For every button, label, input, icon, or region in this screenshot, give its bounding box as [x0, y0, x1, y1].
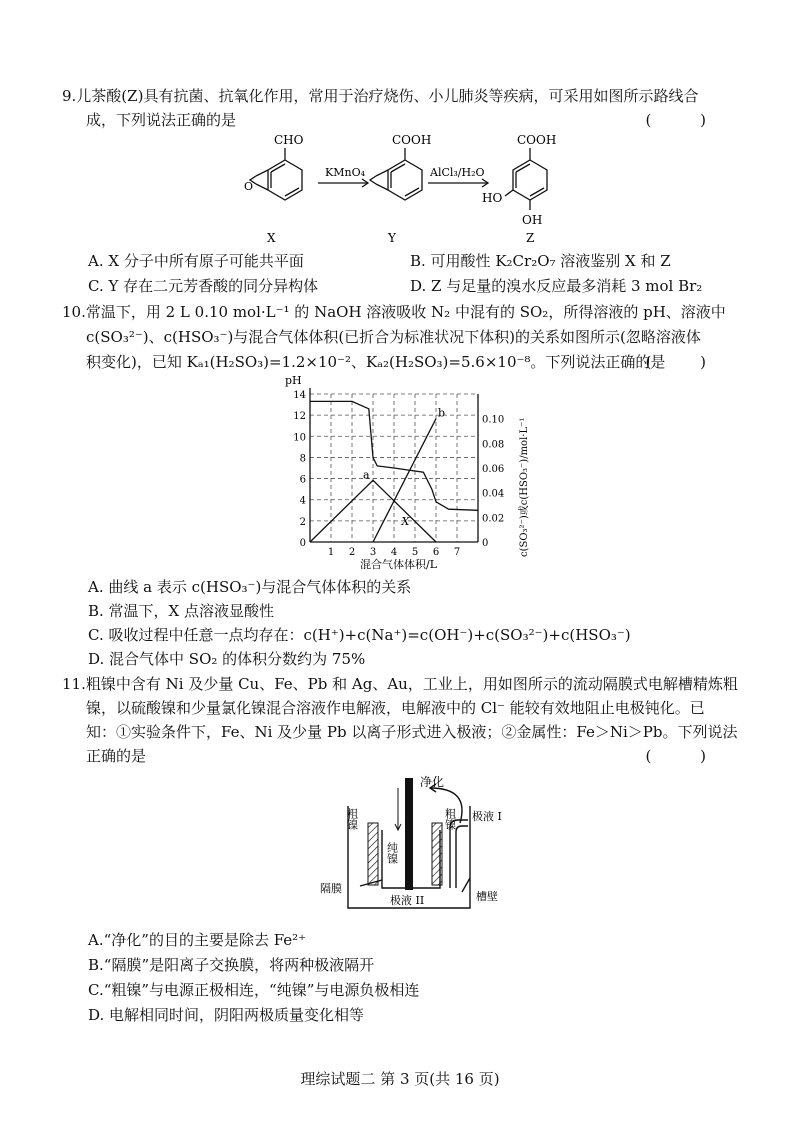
q11-option-c: C.“粗镍”与电源正极相连，“纯镍”与电源负极相连	[88, 981, 420, 999]
q11-option-a: A.“净化”的目的主要是除去 Fe²⁺	[88, 931, 307, 949]
q9-stem-line1: 9.儿茶酸(Z)具有抗菌、抗氧化作用，常用于治疗烧伤、小儿肺炎等疾病，可采用如图所示路线合	[62, 87, 699, 105]
y-cooh-group: COOH	[392, 133, 432, 147]
ph-tick-label: 14	[293, 390, 306, 401]
q11-stem-line3: 知：①实验条件下，Fe、Ni 及少量 Pb 以离子形式进入极液；②金属性：Fe＞Ni＞Pb。下列说法	[86, 723, 738, 741]
crude-nickel-left-label: 粗镍	[345, 808, 359, 830]
ph-tick-label: 12	[293, 411, 306, 423]
q9-synthesis-scheme	[230, 130, 580, 250]
volume-tick-label: 2	[348, 547, 356, 558]
x-cho-group: CHO	[274, 133, 304, 147]
series-a	[310, 480, 436, 542]
x-o-top: O	[244, 180, 254, 193]
graph-right-axis-label: c(SO₃²⁻)或c(HSO₃⁻)/mol·L⁻¹	[519, 417, 530, 557]
z-cooh-group: COOH	[517, 133, 557, 147]
q11-electrolytic-cell	[300, 768, 530, 918]
concentration-tick-label: 0	[482, 538, 489, 549]
graph-ylabel: pH	[285, 374, 302, 387]
crude-nickel-right-electrode	[432, 823, 442, 885]
concentration-tick-label: 0.04	[482, 488, 505, 500]
q9-answer-paren: ( )	[645, 111, 728, 129]
z-oh-group: OH	[522, 213, 543, 227]
x-label: X	[267, 231, 276, 245]
reagent-alcl3: AlCl₃/H₂O	[430, 166, 485, 179]
membrane-label: 隔膜	[320, 882, 342, 895]
q9-option-a: A. X 分子中所有原子可能共平面	[88, 252, 304, 270]
q10-option-a: A. 曲线 a 表示 c(HSO₃⁻)与混合气体体积的关系	[88, 578, 412, 596]
curve-a-label: a	[363, 468, 370, 482]
purify-label: 净化	[420, 775, 445, 789]
ph-tick-label: 8	[299, 453, 306, 465]
q10-answer-paren: ( )	[645, 353, 728, 371]
crude-nickel-left-electrode	[368, 823, 378, 885]
q11-answer-paren: ( )	[645, 747, 728, 765]
z-ho-group: HO	[482, 191, 503, 205]
volume-tick-label: 1	[327, 547, 335, 558]
ph-tick-label: 4	[299, 495, 306, 507]
volume-tick-label: 4	[390, 547, 398, 558]
ph-tick-label: 2	[299, 516, 306, 528]
concentration-tick-label: 0.10	[482, 414, 505, 426]
q10-stem-line1: 10.常温下，用 2 L 0.10 mol·L⁻¹ 的 NaOH 溶液吸收 N₂ 中混有的 SO₂，所得溶液的 pH、溶液中	[62, 303, 726, 321]
page-footer: 理综试题二 第 3 页(共 16 页)	[300, 1070, 500, 1088]
curve-b-label: b	[438, 406, 446, 420]
concentration-tick-label: 0.08	[482, 439, 505, 451]
q11-option-b: B.“隔膜”是阳离子交换膜，将两种极液隔开	[88, 956, 375, 974]
point-x-label: X	[401, 515, 410, 529]
q9-option-b: B. 可用酸性 K₂Cr₂O₇ 溶液鉴别 X 和 Z	[410, 252, 671, 270]
q11-stem-line4: 正确的是	[86, 747, 147, 765]
concentration-tick-label: 0.02	[482, 513, 505, 525]
q10-option-c: C. 吸收过程中任意一点均存在：c(H⁺)+c(Na⁺)=c(OH⁻)+c(SO₃²⁻)+c(HSO₃⁻)	[88, 626, 631, 644]
q9-option-c: C. Y 存在二元芳香酸的同分异构体	[88, 277, 319, 295]
ph-tick-label: 6	[299, 474, 306, 486]
pure-nickel-label: 纯镍	[385, 842, 399, 864]
reagent-kmno4: KMnO₄	[325, 166, 365, 179]
liquid-one-label: 极液 I	[472, 810, 502, 823]
q10-ph-graph	[280, 372, 550, 572]
q11-stem-line1: 11.粗镍中含有 Ni 及少量 Cu、Fe、Pb 和 Ag、Au，工业上，用如图所示的流动隔膜式电解槽精炼粗	[62, 675, 738, 693]
volume-tick-label: 7	[453, 547, 461, 558]
ph-tick-label: 10	[293, 432, 306, 444]
volume-tick-label: 6	[432, 547, 440, 558]
tank-wall-label: 槽壁	[476, 890, 498, 903]
q9-stem-line2: 成，下列说法正确的是	[86, 111, 237, 129]
volume-tick-label: 5	[411, 547, 419, 558]
q10-option-d: D. 混合气体中 SO₂ 的体积分数约为 75%	[88, 650, 366, 668]
pure-nickel-electrode	[405, 778, 413, 890]
volume-tick-label: 3	[369, 547, 377, 558]
liquid-two-label: 极液 II	[390, 894, 425, 907]
concentration-tick-label: 0.06	[482, 464, 505, 475]
z-label: Z	[526, 231, 535, 245]
q10-option-b: B. 常温下，X 点溶液显酸性	[88, 602, 275, 620]
q11-option-d: D. 电解相同时间，阴阳两极质量变化相等	[88, 1006, 365, 1024]
graph-xlabel: 混合气体体积/L	[360, 558, 438, 571]
ph-tick-label: 0	[299, 538, 306, 549]
y-label: Y	[388, 231, 396, 245]
q10-stem-line3: 积变化)，已知 Kₐ₁(H₂SO₃)=1.2×10⁻²、Kₐ₂(H₂SO₃)=5.6×10⁻⁸。下列说法正确的是	[86, 353, 666, 371]
q9-option-d: D. Z 与足量的溴水反应最多消耗 3 mol Br₂	[410, 277, 703, 295]
crude-nickel-right-label: 粗镍	[443, 808, 457, 830]
q10-stem-line2: c(SO₃²⁻)、c(HSO₃⁻)与混合气体体积(已折合为标准状况下体积)的关系如图所示(忽略溶液体	[86, 328, 701, 346]
q11-stem-line2: 镍，以硫酸镍和少量氯化镍混合溶液作电解液，电解液中的 Cl⁻ 能较有效地阻止电极钝化。已	[86, 699, 705, 717]
